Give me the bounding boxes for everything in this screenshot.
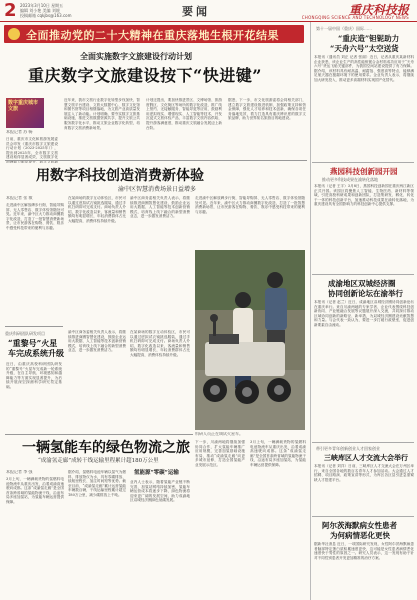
sidebar-body: 近日，由重庆高校科研团队研发的“重黎号”火星车完成新一轮系统升级，在自主导航、环境感知和越障能力等方面实现显著提升，为后续开展深空探测科学研究奠定基础。 (6, 362, 62, 389)
right-item1-title-b: “天舟六号”太空送货 (330, 44, 399, 53)
lead-body-b: 近年来，我市文旅行业数字化转型步伐加快，智慧文旅平台建设、文旅大数据中心、数字文化馆和图书馆等项目相继落地，为文旅产业高质量发展注入了新动能。计划明确，要夯实数字文旅基础设施，推进文旅数据资源共享，提升文旅公共服务数字化水平，推动文旅企业数字化转型，培育数字文旅消费新场景。 (64, 98, 140, 130)
lead-byline: 本报记者 苏 畅 (6, 130, 33, 134)
consumption-body-d: 走进渝中区解放碑步行街，智能导购屏、无人零售店、数字体验馆随处可见。近年来，渝中区大力推动商圈数字化改造，打造了一批智慧消费新场景，让市民游客在购物、餐饮、娱乐中感受科技带来的便利与乐趣。 (195, 196, 305, 214)
consumption-subhead: 渝中区智慧消费场景日益增多 (118, 186, 197, 193)
hydrogen-subhead: “成渝氢走廊”成转干线运输里程累计超180万公里 (38, 458, 159, 464)
rover-photo-drawing (195, 250, 305, 430)
right-item1-kicker: 第十一届中国（重庆）国际…… (316, 26, 372, 31)
right-item2-title: 燕园科技创新园开园 (330, 167, 398, 176)
photo-caption: 科研人员正在调试火星车。 (195, 432, 243, 436)
rule-lead (5, 160, 307, 161)
right-item5-body: 据新华社消息 近日，一项国际研究发现，女性阿尔茨海默病患者脑部特定蛋白质积累速度更快，这可能是女性患者病情恶化速度快于男性的原因之一。研究人员表示，这一发现有助于针对不同性别患者开发更加精准的治疗方案。 (314, 542, 414, 560)
section-title: 要闻 (182, 5, 210, 18)
right-item5-title-b: 为何病情恶化更快 (330, 531, 390, 540)
right-item2-sub: 推动更多科技成果在渝转化落地 (322, 177, 378, 182)
banner-text: 全面推动党的二十大精神在重庆落地生根开花结果 (26, 29, 279, 42)
masthead (0, 0, 417, 22)
right-rule-1 (312, 162, 414, 163)
right-rule-4 (312, 516, 414, 517)
hydrogen-body-d: 下一步，川渝两地将继续加强协同合作，扩大氢能车辆推广应用规模，完善加氢基础设施布局，推动“成渝氢走廊”向更多城市延伸，打造全国氢能产业发展示范区。 (195, 440, 245, 467)
paper-name: 重庆科技报 (348, 3, 409, 17)
hydrogen-body-a: 3月上旬，一辆满载货物的氢燃料电池物流车从重庆出发，沿着成渝高速驶向成都。这条“成渝氢走廊”是全国首条跨省域的氢能物流干线，沿途布局多座加氢站，为氢能车辆运营提供保障。 (6, 477, 64, 504)
right-item1-title-a: “重庆造”钽铌助力 (338, 34, 400, 43)
right-rule-2 (312, 274, 414, 275)
consumption-headline: 用数字科技创造消费新体验 (36, 168, 204, 184)
lead-body-a: 日前，重庆市文化和旅游发展委员会印发《重庆市数字文旅建设行动计划（2023-2025年）》，提出到2025年，全市数字文旅建设取得显著成效，文旅数字化治理能力明显提升，数字文旅新 (6, 137, 58, 163)
lead-body-c: 计划还提出，要加快推进景区、文博场馆、旅游度假区、文化街区等场所的数字化改造，推广线上预约、无接触服务、智能导览等应用，鼓励利用虚拟现实、增强现实、人工智能等技术，开发沉浸式文旅体验产品，丰富数字文旅内容供给，提升游客满意度，推动重庆文旅融合发展迈上新台阶。 (146, 98, 222, 130)
right-item4-body: 本报讯（记者 刘洋）日前，三峡库区人才交流大会在万州区举行，来自全国各地的数百名青年人才参加活动。大会通过人才招聘、项目路演、政策宣讲等形式，为库区各区县引进急需紧缺人才搭建平台。 (314, 464, 414, 482)
hydrogen-byline: 本报记者 李 强 (6, 470, 33, 474)
dateline: 2023年3月10日 星期五 编辑 刘小艳 美编 刘媛 投稿邮箱 cqkjbs@163.com (20, 3, 72, 18)
lead-kicker: 全面实施数字文旅建设行动计划 (80, 51, 192, 61)
party-emblem-icon (8, 28, 20, 40)
rule-sidebar (5, 326, 63, 327)
right-item5-title-a: 阿尔茨海默病女性患者 (322, 521, 397, 530)
right-item2-body: 本报讯（记者 王宇）3月8日，燕园科技创新园在重庆两江新区正式开园。该园区将聚焦人工智能、生物医药、新材料等领域，引进高校科研成果和创新团队，打造集研发、孵化、转化于一体的科技创新平台，加速推动科技成果在渝转化落地，为重庆建设具有全国影响力的科技创新中心提供支撑。 (314, 184, 414, 207)
consumption-body-f: 在某商场的数字互动体验区，市民可以通过虚拟试衣镜挑选服装，通过手机扫码即可完成支付。商场负责人介绍，数字化改造以来，客流量和销售额均有明显增长，年轻消费群体占比大幅提高，消费体验持续升级。 (130, 330, 190, 357)
hydrogen-headline: 一辆氢能车的绿色物流之旅 (22, 440, 190, 456)
consumption-byline: 本报记者 张 敏 (6, 196, 33, 200)
lead-thumbnail-label: 数字重庆城市文旅 (8, 100, 39, 112)
consumption-body-a: 走进渝中区解放碑步行街，智能导购屏、无人零售店、数字体验馆随处可见。近年来，渝中区大力推动商圈数字化改造，打造了一批智慧消费新场景，让市民游客在购物、餐饮、娱乐中感受科技带来的便利与乐趣。 (6, 203, 64, 230)
right-item1-body: 本报讯（通讯员 刘正 记者 张丽）近日，记者从重庆某新材料企业获悉，该企业生产的高性能钽铌合金材料成功应用于“天舟六号”货运飞船关键部件，为我国空间站建设提供了有力保障。据介绍，该材料具有耐高温、耐腐蚀、强度高等特点，能够满足航天器在极端环境下的使用要求。企业负责人表示，将继续加大研发投入，推动更多高端材料实现国产化替代。 (314, 55, 414, 82)
paper-name-en: CHONGQING SCIENCE AND TECHNOLOGY NEWS (301, 15, 409, 20)
sidebar-kicker: 重庆科研团队研发项目 (5, 331, 45, 336)
right-rule-3 (312, 442, 414, 443)
sidebar-title: “重黎号”火星车完成系统升级 (8, 338, 64, 358)
theme-banner (4, 25, 304, 43)
hydrogen-inner-title: 氢能源“零碳”运输 (134, 470, 179, 476)
consumption-body-b: 在某商场的数字互动体验区，市民可以通过虚拟试衣镜挑选服装，通过手机扫码即可完成支付。商场负责人介绍，数字化改造以来，客流量和销售额均有明显增长，年轻消费群体占比大幅提高，消费体验持续升级。 (68, 196, 126, 223)
hydrogen-body-c: 业内人士表示，随着氢能产业链不断完善，加氢站网络持续加密，氢能车辆运营成本将逐步下降，绿色物流将迎来更广阔的发展空间，助力成渝地区双城经济圈绿色低碳发展。 (130, 480, 190, 503)
right-item3-title-b: 协同创新论坛在渝举行 (328, 289, 403, 298)
consumption-body-e: 渝中区商务委相关负责人表示，将继续推进商圈智慧化建设，鼓励企业运用大数据、人工智能等技术创新营销模式，培育线上线下融合的新型消费业态，进一步激发消费活力。 (68, 330, 126, 353)
right-item3-title-a: 成渝地区双城经济圈 (328, 279, 396, 288)
rover-photo (195, 250, 305, 430)
lead-body-d: 据悉，下一步，市文化旅游委将会同相关部门，建立数字文旅建设推进机制，加强政策支持和资金保障，强化人才培养和技术创新，确保各项任务落地见效，着力打造具有重庆辨识度的数字文旅品牌，助力世界知名旅游目的地建设。 (228, 98, 306, 121)
hydrogen-body-b: 据介绍，氢燃料电池车辆以氢气为燃料，排放物仅为水，具有零碳排放、续航里程长、加注时间短等优势。截至目前，“成渝氢走廊”累计运营氢能车辆数百辆，干线运输里程累计超过180万公里，减少碳排放上千吨。 (68, 470, 126, 497)
lead-headline: 重庆数字文旅建设按下“快进键” (28, 66, 262, 85)
lead-body-a-spill (48, 98, 58, 136)
right-item3-body: 本报讯（记者 赵兰）近日，成渝地区双城经济圈协同创新论坛在重庆举行。来自川渝两地的专家学者、企业代表围绕科技创新协同、产业链融合发展等议题展开深入交流，共同探讨推动区域协同创新的新路径、新举措，为双城经济圈建设贡献智慧和力量。与会代表一致认为，要进一步打破行政壁垒，促进创新要素自由流动。 (314, 300, 414, 327)
hydrogen-body-e: 3月上旬，一辆满载货物的氢燃料电池物流车从重庆出发，沿着成渝高速驶向成都。这条“成渝氢走廊”是全国首条跨省域的氢能物流干线，沿途布局多座加氢站，为氢能车辆运营提供保障。 (250, 440, 306, 467)
right-item4-title: 三峡库区人才交流大会举行 (324, 453, 408, 462)
consumption-body-c: 渝中区商务委相关负责人表示，将继续推进商圈智慧化建设，鼓励企业运用大数据、人工智能等技术创新营销模式，培育线上线下融合的新型消费业态，进一步激发消费活力。 (130, 196, 190, 219)
page-number: 2 (4, 0, 17, 21)
right-item4-kicker: 带引更多青年创新创业人才回家创业 (316, 446, 380, 451)
rule-hydrogen (5, 434, 193, 435)
